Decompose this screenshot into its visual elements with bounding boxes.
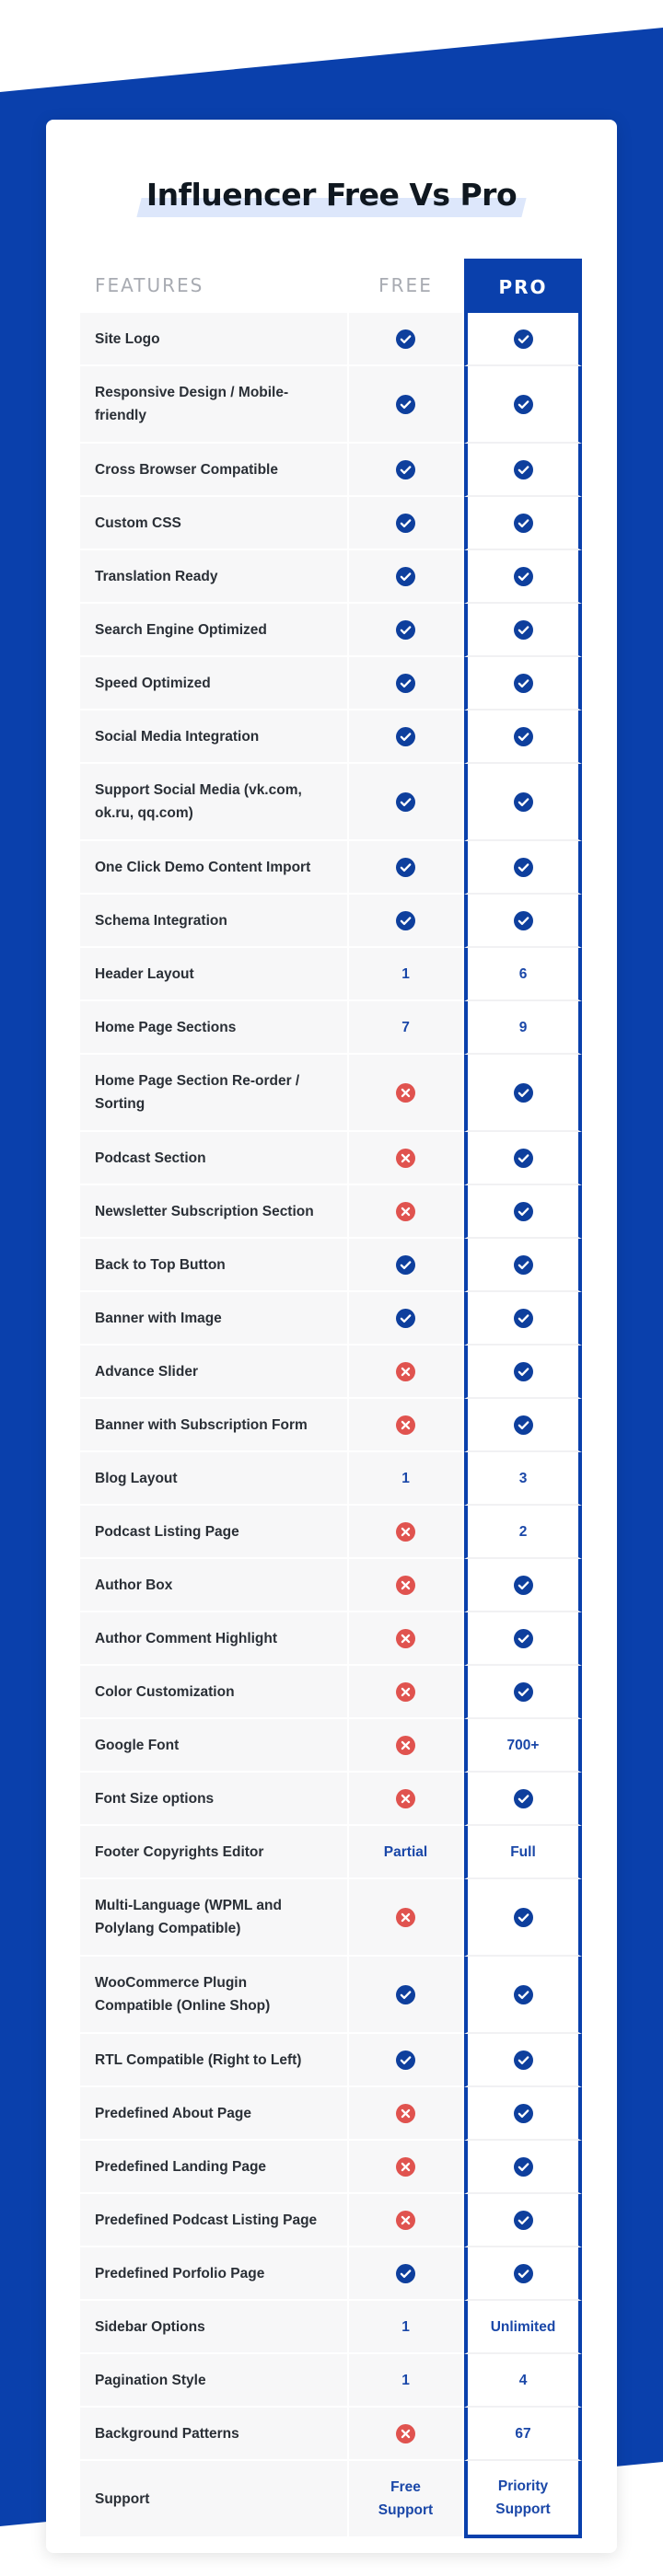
pro-cell: [464, 1957, 582, 2034]
feature-cell: [80, 1957, 347, 2034]
free-cell: [349, 2461, 462, 2538]
free-cell: [349, 1001, 462, 1055]
table-row: [80, 764, 583, 841]
pro-value-text: 700+: [506, 1737, 540, 1753]
check-icon: [514, 1362, 533, 1381]
pro-cell: [464, 1346, 582, 1399]
table-row: [80, 948, 583, 1001]
check-icon: [514, 2050, 533, 2070]
feature-label: Sidebar Options: [95, 2318, 205, 2335]
check-icon: [514, 2211, 533, 2230]
pro-cell: [464, 2141, 582, 2194]
feature-cell: [80, 2194, 347, 2247]
feature-label: Schema Integration: [95, 912, 227, 929]
free-cell: [349, 2194, 462, 2247]
check-icon: [514, 1149, 533, 1168]
feature-label: Font Size options: [95, 1790, 215, 1807]
free-value-text: Partial: [383, 1843, 428, 1860]
pro-cell: [464, 497, 582, 550]
table-row: [80, 1957, 583, 2034]
feature-cell: [80, 2301, 347, 2354]
feature-label: Newsletter Subscription Section: [95, 1203, 314, 1219]
check-icon: [396, 1985, 415, 2004]
pro-cell: [464, 1879, 582, 1957]
feature-cell: [80, 1292, 347, 1346]
free-cell: [349, 2034, 462, 2087]
check-icon: [514, 2104, 533, 2123]
check-icon: [514, 460, 533, 479]
check-icon: [514, 911, 533, 930]
free-cell: [349, 444, 462, 497]
free-cell: [349, 1559, 462, 1612]
pro-cell: [464, 764, 582, 841]
cross-icon: [396, 1415, 415, 1435]
free-cell: [349, 1239, 462, 1292]
pro-cell: [464, 895, 582, 948]
table-row: [80, 313, 583, 366]
feature-label: Banner with Image: [95, 1310, 222, 1326]
pro-cell: [464, 948, 582, 1001]
table-row: [80, 1826, 583, 1879]
check-icon: [514, 1985, 533, 2004]
feature-cell: [80, 1559, 347, 1612]
feature-label: Predefined Podcast Listing Page: [95, 2212, 318, 2228]
free-value-text: 7: [401, 1019, 410, 1035]
feature-cell: [80, 2354, 347, 2408]
feature-label: Home Page Section Re-order / Sorting: [95, 1073, 300, 1112]
feature-cell: [80, 366, 347, 444]
free-value-text: Free Support: [378, 2479, 434, 2518]
check-icon: [514, 395, 533, 414]
feature-label: Responsive Design / Mobile-friendly: [95, 385, 289, 423]
pro-cell: [464, 1292, 582, 1346]
pro-cell: [464, 550, 582, 604]
feature-label: Author Box: [95, 1577, 173, 1593]
pro-cell: [464, 1826, 582, 1879]
feature-cell: [80, 1666, 347, 1719]
feature-cell: [80, 1452, 347, 1506]
pro-cell: [464, 1612, 582, 1666]
table-row: [80, 550, 583, 604]
check-icon: [514, 1908, 533, 1927]
pro-value-text: 9: [518, 1019, 528, 1035]
check-icon: [514, 1576, 533, 1595]
cross-icon: [396, 2424, 415, 2443]
table-row: [80, 1001, 583, 1055]
cross-icon: [396, 1789, 415, 1808]
table-row: [80, 366, 583, 444]
pro-cell: [464, 1185, 582, 1239]
check-icon: [396, 2050, 415, 2070]
feature-label: Back to Top Button: [95, 1256, 226, 1273]
feature-label: Pagination Style: [95, 2372, 206, 2388]
feature-label: Google Font: [95, 1737, 180, 1753]
feature-cell: [80, 2034, 347, 2087]
free-cell: [349, 2087, 462, 2141]
check-icon: [514, 514, 533, 533]
feature-label: Podcast Section: [95, 1149, 206, 1166]
pro-value-text: Priority Support: [495, 2478, 551, 2517]
free-cell: [349, 1452, 462, 1506]
free-cell: [349, 1292, 462, 1346]
free-cell: [349, 657, 462, 710]
table-row: [80, 710, 583, 764]
check-icon: [514, 2157, 533, 2177]
free-cell: [349, 2408, 462, 2461]
free-cell: [349, 497, 462, 550]
feature-label: Header Layout: [95, 965, 194, 982]
free-cell: [349, 2301, 462, 2354]
check-icon: [514, 1202, 533, 1221]
pro-cell: [464, 366, 582, 444]
feature-cell: [80, 948, 347, 1001]
check-icon: [396, 620, 415, 640]
feature-label: Site Logo: [95, 330, 160, 347]
pro-cell: [464, 2034, 582, 2087]
free-cell: [349, 313, 462, 366]
pro-cell: [464, 1666, 582, 1719]
free-cell: [349, 1666, 462, 1719]
cross-icon: [396, 2104, 415, 2123]
check-icon: [396, 1309, 415, 1328]
pro-cell: [464, 2087, 582, 2141]
feature-label: Author Comment Highlight: [95, 1630, 278, 1646]
free-cell: [349, 366, 462, 444]
pro-value-text: 3: [518, 1470, 528, 1486]
pro-cell: [464, 1452, 582, 1506]
feature-cell: [80, 1826, 347, 1879]
pro-cell: [464, 1399, 582, 1452]
feature-label: Speed Optimized: [95, 675, 211, 691]
pro-cell: [464, 1719, 582, 1773]
table-row: [80, 2087, 583, 2141]
pro-value-text: Unlimited: [490, 2318, 556, 2335]
check-icon: [396, 1255, 415, 1275]
comparison-table: [80, 259, 583, 2538]
feature-cell: [80, 313, 347, 366]
check-icon: [514, 727, 533, 746]
feature-label: Blog Layout: [95, 1470, 178, 1486]
feature-cell: [80, 2141, 347, 2194]
free-cell: [349, 1957, 462, 2034]
table-row: [80, 1132, 583, 1185]
free-cell: [349, 1879, 462, 1957]
feature-label: Custom CSS: [95, 514, 181, 531]
table-row: [80, 895, 583, 948]
pro-cell: [464, 2301, 582, 2354]
pro-cell: [464, 1559, 582, 1612]
free-value-text: 1: [401, 2372, 410, 2388]
feature-cell: [80, 2461, 347, 2538]
pro-cell: [464, 2461, 582, 2538]
pro-cell: [464, 2194, 582, 2247]
table-row: [80, 1239, 583, 1292]
check-icon: [514, 858, 533, 877]
cross-icon: [396, 1576, 415, 1595]
check-icon: [514, 674, 533, 693]
pro-cell: [464, 1773, 582, 1826]
pro-value-text: 67: [515, 2425, 531, 2442]
pro-cell: [464, 710, 582, 764]
check-icon: [514, 2264, 533, 2283]
header-features: FEATURES: [80, 259, 347, 313]
pro-cell: [464, 2247, 582, 2301]
feature-label: Banner with Subscription Form: [95, 1416, 308, 1433]
check-icon: [514, 1415, 533, 1435]
free-value-text: 1: [401, 2318, 410, 2335]
feature-label: Multi-Language (WPML and Polylang Compatible): [95, 1898, 282, 1936]
feature-cell: [80, 2247, 347, 2301]
table-row: [80, 1506, 583, 1559]
cross-icon: [396, 1149, 415, 1168]
feature-label: WooCommerce Plugin Compatible (Online Shop): [95, 1975, 271, 2014]
free-cell: [349, 604, 462, 657]
free-cell: [349, 1185, 462, 1239]
table-row: [80, 1559, 583, 1612]
check-icon: [514, 620, 533, 640]
free-value-text: 1: [401, 1470, 410, 1486]
table-header-row: [80, 259, 583, 313]
pro-cell: [464, 1055, 582, 1132]
table-row: [80, 1399, 583, 1452]
table-row: [80, 841, 583, 895]
cross-icon: [396, 1362, 415, 1381]
page-title: [143, 177, 520, 213]
cross-icon: [396, 1736, 415, 1755]
table-row: [80, 2247, 583, 2301]
table-row: [80, 2301, 583, 2354]
check-icon: [396, 792, 415, 812]
free-cell: [349, 710, 462, 764]
free-cell: [349, 2247, 462, 2301]
feature-label: Cross Browser Compatible: [95, 461, 278, 478]
check-icon: [514, 567, 533, 586]
feature-label: Color Customization: [95, 1683, 235, 1700]
free-cell: [349, 895, 462, 948]
free-cell: [349, 1055, 462, 1132]
table-row: [80, 2141, 583, 2194]
pro-cell: [464, 444, 582, 497]
free-cell: [349, 1346, 462, 1399]
free-cell: [349, 841, 462, 895]
feature-label: RTL Compatible (Right to Left): [95, 2051, 302, 2068]
check-icon: [396, 567, 415, 586]
feature-label: Support: [95, 2490, 150, 2507]
table-row: [80, 1346, 583, 1399]
check-icon: [396, 2264, 415, 2283]
feature-cell: [80, 2087, 347, 2141]
feature-cell: [80, 2408, 347, 2461]
table-row: [80, 1773, 583, 1826]
feature-cell: [80, 604, 347, 657]
free-cell: [349, 1506, 462, 1559]
feature-cell: [80, 1399, 347, 1452]
table-row: [80, 2034, 583, 2087]
table-row: [80, 2408, 583, 2461]
free-cell: [349, 1719, 462, 1773]
table-row: [80, 1185, 583, 1239]
pro-cell: [464, 2354, 582, 2408]
feature-cell: [80, 764, 347, 841]
feature-cell: [80, 1239, 347, 1292]
feature-cell: [80, 1773, 347, 1826]
table-row: [80, 1292, 583, 1346]
check-icon: [514, 329, 533, 349]
table-row: [80, 1666, 583, 1719]
feature-label: Footer Copyrights Editor: [95, 1843, 264, 1860]
feature-label: Search Engine Optimized: [95, 621, 267, 638]
pro-cell: [464, 2408, 582, 2461]
feature-cell: [80, 1132, 347, 1185]
check-icon: [396, 858, 415, 877]
feature-cell: [80, 497, 347, 550]
cross-icon: [396, 2157, 415, 2177]
check-icon: [514, 1083, 533, 1103]
cross-icon: [396, 1629, 415, 1648]
free-cell: [349, 1826, 462, 1879]
free-cell: [349, 1132, 462, 1185]
check-icon: [396, 727, 415, 746]
title-wrap: [46, 177, 617, 213]
feature-label: Predefined About Page: [95, 2105, 251, 2121]
pro-cell: [464, 657, 582, 710]
pro-cell: [464, 313, 582, 366]
table-row: [80, 1055, 583, 1132]
free-cell: [349, 550, 462, 604]
table-row: [80, 1612, 583, 1666]
table-row: [80, 1879, 583, 1957]
pro-cell: [464, 1001, 582, 1055]
feature-cell: [80, 841, 347, 895]
header-free: FREE: [349, 259, 462, 313]
table-row: [80, 2354, 583, 2408]
pro-cell: [464, 1506, 582, 1559]
feature-label: Translation Ready: [95, 568, 218, 584]
feature-cell: [80, 444, 347, 497]
feature-label: One Click Demo Content Import: [95, 859, 311, 875]
check-icon: [514, 1682, 533, 1702]
check-icon: [514, 1309, 533, 1328]
feature-label: Background Patterns: [95, 2425, 239, 2442]
feature-label: Advance Slider: [95, 1363, 198, 1380]
table-row: [80, 444, 583, 497]
pro-cell: [464, 604, 582, 657]
check-icon: [396, 460, 415, 479]
pro-cell: [464, 841, 582, 895]
comparison-card: [46, 120, 617, 2553]
check-icon: [396, 674, 415, 693]
table-row: [80, 1452, 583, 1506]
feature-cell: [80, 1719, 347, 1773]
pro-cell: [464, 1132, 582, 1185]
cross-icon: [396, 1083, 415, 1103]
free-cell: [349, 2141, 462, 2194]
table-row: [80, 657, 583, 710]
pro-value-text: 2: [518, 1523, 528, 1540]
feature-cell: [80, 1879, 347, 1957]
table-row: [80, 2194, 583, 2247]
free-cell: [349, 948, 462, 1001]
cross-icon: [396, 1908, 415, 1927]
feature-cell: [80, 710, 347, 764]
pro-value-text: 6: [518, 965, 528, 982]
check-icon: [396, 514, 415, 533]
page-title-text: Influencer Free Vs Pro: [145, 177, 518, 213]
cross-icon: [396, 1522, 415, 1542]
feature-cell: [80, 895, 347, 948]
feature-label: Podcast Listing Page: [95, 1523, 239, 1540]
feature-cell: [80, 657, 347, 710]
check-icon: [396, 911, 415, 930]
check-icon: [514, 1629, 533, 1648]
pro-cell: [464, 1239, 582, 1292]
table-row: [80, 1719, 583, 1773]
feature-cell: [80, 1612, 347, 1666]
check-icon: [396, 395, 415, 414]
free-cell: [349, 1612, 462, 1666]
feature-cell: [80, 550, 347, 604]
free-value-text: 1: [401, 965, 410, 982]
feature-cell: [80, 1346, 347, 1399]
table-row: [80, 2461, 583, 2538]
pro-value-text: 4: [518, 2372, 528, 2388]
feature-label: Home Page Sections: [95, 1019, 237, 1035]
feature-cell: [80, 1001, 347, 1055]
free-cell: [349, 2354, 462, 2408]
feature-label: Support Social Media (vk.com, ok.ru, qq.com): [95, 782, 302, 821]
table-row: [80, 604, 583, 657]
feature-label: Predefined Landing Page: [95, 2158, 267, 2175]
feature-cell: [80, 1506, 347, 1559]
cross-icon: [396, 1202, 415, 1221]
check-icon: [514, 1789, 533, 1808]
feature-label: Social Media Integration: [95, 728, 260, 745]
feature-cell: [80, 1185, 347, 1239]
free-cell: [349, 764, 462, 841]
cross-icon: [396, 1682, 415, 1702]
cross-icon: [396, 2211, 415, 2230]
table-row: [80, 497, 583, 550]
check-icon: [514, 1255, 533, 1275]
pro-value-text: Full: [510, 1843, 536, 1860]
free-cell: [349, 1399, 462, 1452]
free-cell: [349, 1773, 462, 1826]
feature-cell: [80, 1055, 347, 1132]
feature-label: Predefined Porfolio Page: [95, 2265, 265, 2281]
check-icon: [396, 329, 415, 349]
check-icon: [514, 792, 533, 812]
header-pro: PRO: [464, 259, 582, 313]
